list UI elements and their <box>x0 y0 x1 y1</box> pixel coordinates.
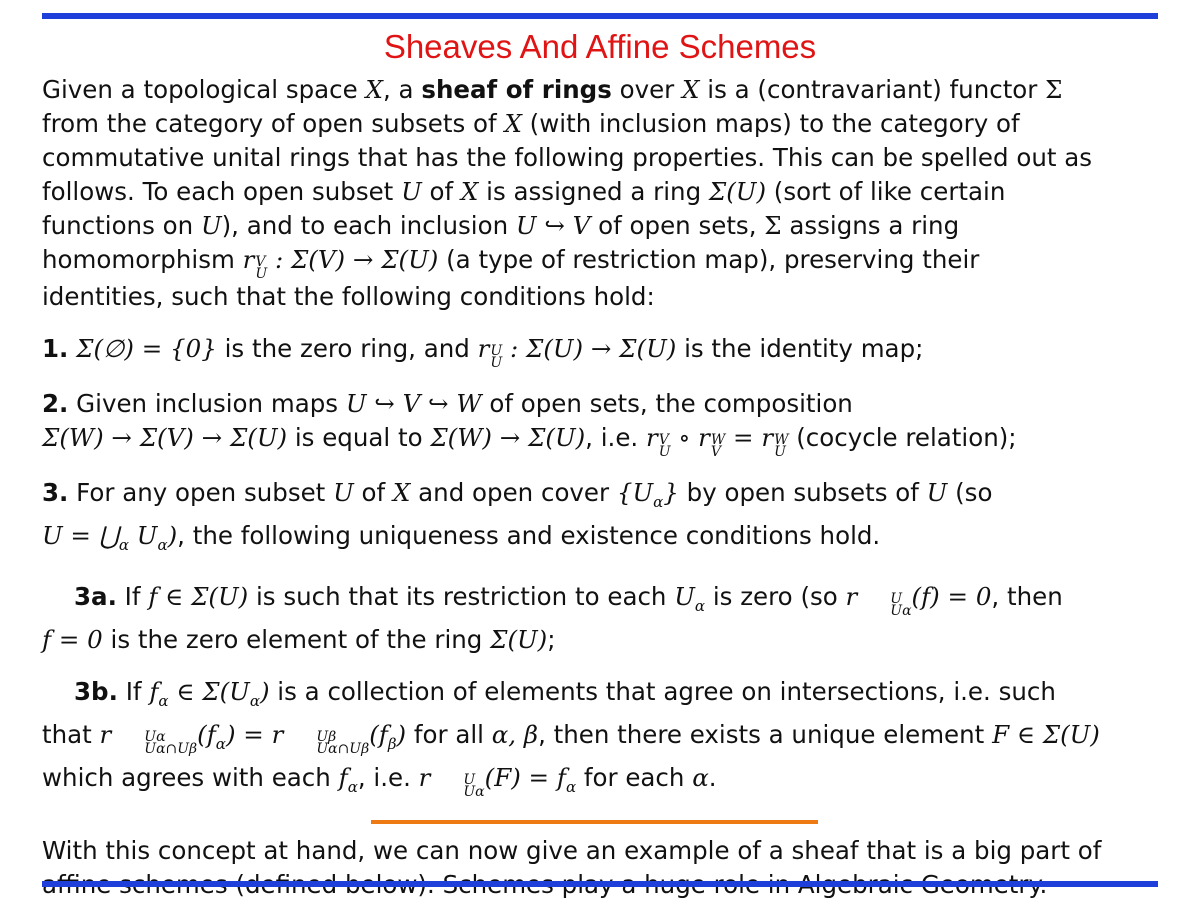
bold-term: sheaf of rings <box>421 75 612 104</box>
bottom-rule <box>42 881 1158 887</box>
closing-paragraph: With this concept at hand, we can now give an example of a sheaf that is a big part of <box>42 836 1102 865</box>
condition-3b: 3b. If $f_\alpha$ ∈ $\Sigma(U_\alpha)$ is a collection of elements that agree on intersections, i.e. such that r Uα Uα∩Uβ $(f_\alpha) = r$ Uβ Uα∩Uβ $(f_\beta)$ for all α, β, then there exists a unique element F ∈ Σ(U) which agrees with each $f_\alpha$, i.e. r U Uα $(F) = f_\alpha$ for each α. <box>42 677 1100 800</box>
condition-3: 3. For any open subset U of X and open cover $\{U_\alpha\}$ by open subsets of U (so $U = ⋃_\alpha$ $U_\alpha$), the following uniqueness and existence conditions hold. <box>42 478 993 554</box>
section-divider <box>371 820 818 824</box>
condition-3a: 3a. If f ∈ Σ(U) is such that its restriction to each $U_\alpha$ is zero (so r U Uα (f) = 0, then f = 0 is the zero element of the ring Σ(U); <box>42 582 1063 654</box>
top-rule <box>42 13 1158 19</box>
condition-2: 2. Given inclusion maps U ↪ V ↪ W of open sets, the composition Σ(W) → Σ(V) → Σ(U) is equal to Σ(W) → Σ(U), i.e. r V U ∘ r W V = r W U (cocycle relation); <box>42 389 1017 460</box>
condition-1: 1. Σ(∅) = {0} is the zero ring, and r U U : Σ(U) → Σ(U) is the identity map; <box>42 334 924 371</box>
intro-paragraph: Given a topological space X, a sheaf of rings over X is a (contravariant) functor Σ from the category of open subsets of X (with inclusion maps) to the category of commutative unital rings that has the following properties. This can be spelled out as follows. To each open subset U of X is assigned a ring Σ(U) (sort of like certain functions on U), and to each inclusion U ↪ V of open sets, Σ assigns a ring homomorphism r V U : Σ(V) → Σ(U) (a type of restriction map), preserving their identities, such that the following conditions hold: <box>42 75 1093 311</box>
page-title: Sheaves And Affine Schemes <box>383 28 817 65</box>
document-body <box>42 73 1162 902</box>
